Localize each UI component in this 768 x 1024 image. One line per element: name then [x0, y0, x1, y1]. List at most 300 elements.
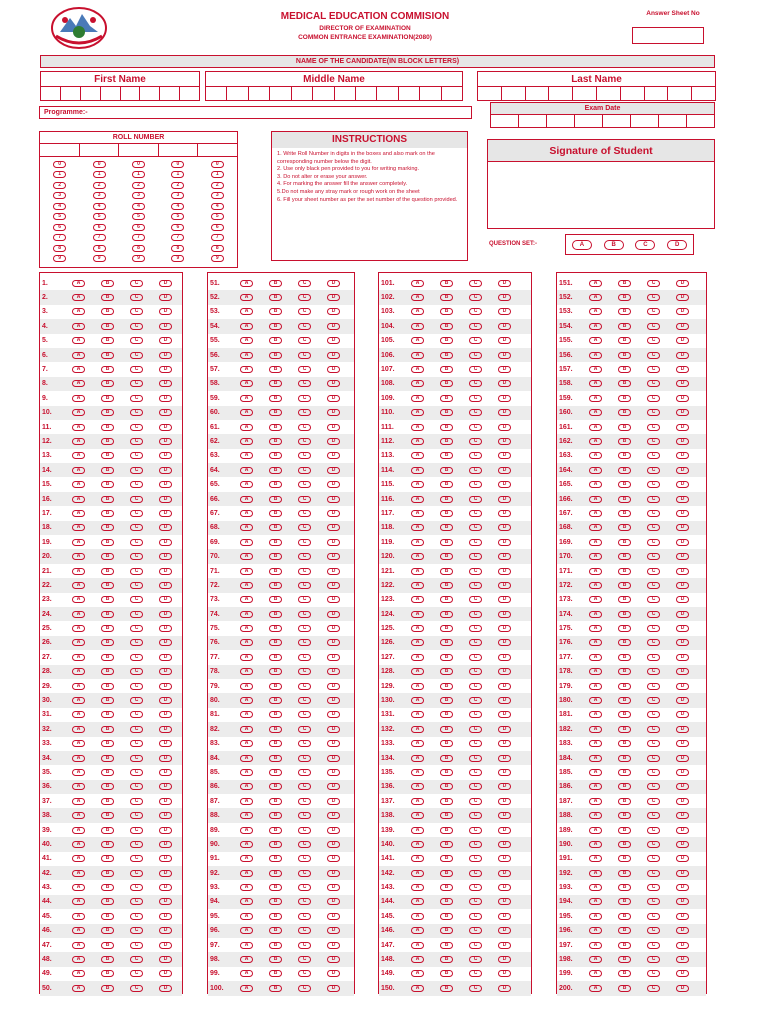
answer-bubble-b[interactable]: B: [101, 625, 114, 632]
answer-bubble-d[interactable]: D: [159, 395, 172, 402]
answer-bubble-d[interactable]: D: [498, 366, 511, 373]
answer-bubble-d[interactable]: D: [327, 697, 340, 704]
answer-bubble-b[interactable]: B: [440, 625, 453, 632]
answer-bubble-d[interactable]: D: [159, 697, 172, 704]
answer-bubble-c[interactable]: C: [298, 711, 311, 718]
answer-bubble-c[interactable]: C: [298, 798, 311, 805]
answer-bubble-a[interactable]: A: [72, 884, 85, 891]
answer-bubble-c[interactable]: C: [130, 726, 143, 733]
answer-bubble-d[interactable]: D: [327, 683, 340, 690]
answer-bubble-c[interactable]: C: [647, 985, 660, 992]
roll-digit-bubble[interactable]: 2: [53, 182, 66, 189]
answer-bubble-b[interactable]: B: [618, 956, 631, 963]
answer-bubble-c[interactable]: C: [130, 740, 143, 747]
answer-bubble-c[interactable]: C: [647, 352, 660, 359]
answer-bubble-a[interactable]: A: [72, 668, 85, 675]
answer-bubble-d[interactable]: D: [327, 639, 340, 646]
answer-bubble-b[interactable]: B: [101, 783, 114, 790]
answer-bubble-b[interactable]: B: [101, 683, 114, 690]
answer-bubble-a[interactable]: A: [72, 568, 85, 575]
answer-bubble-c[interactable]: C: [647, 553, 660, 560]
answer-bubble-b[interactable]: B: [440, 568, 453, 575]
answer-bubble-c[interactable]: C: [469, 812, 482, 819]
answer-bubble-c[interactable]: C: [647, 280, 660, 287]
roll-digit-bubble[interactable]: 9: [211, 255, 224, 262]
answer-bubble-d[interactable]: D: [498, 424, 511, 431]
answer-bubble-c[interactable]: C: [469, 424, 482, 431]
answer-bubble-b[interactable]: B: [440, 841, 453, 848]
answer-bubble-c[interactable]: C: [130, 366, 143, 373]
answer-bubble-c[interactable]: C: [647, 496, 660, 503]
answer-bubble-c[interactable]: C: [647, 884, 660, 891]
answer-bubble-b[interactable]: B: [269, 942, 282, 949]
answer-bubble-d[interactable]: D: [327, 294, 340, 301]
answer-bubble-d[interactable]: D: [676, 395, 689, 402]
answer-bubble-d[interactable]: D: [159, 323, 172, 330]
answer-bubble-b[interactable]: B: [269, 927, 282, 934]
answer-bubble-a[interactable]: A: [411, 496, 424, 503]
answer-bubble-b[interactable]: B: [440, 481, 453, 488]
answer-bubble-b[interactable]: B: [101, 740, 114, 747]
answer-bubble-d[interactable]: D: [159, 553, 172, 560]
answer-bubble-a[interactable]: A: [589, 956, 602, 963]
answer-bubble-c[interactable]: C: [469, 539, 482, 546]
answer-bubble-c[interactable]: C: [298, 395, 311, 402]
answer-bubble-c[interactable]: C: [469, 308, 482, 315]
answer-bubble-d[interactable]: D: [498, 625, 511, 632]
answer-bubble-b[interactable]: B: [101, 668, 114, 675]
answer-bubble-a[interactable]: A: [411, 568, 424, 575]
answer-bubble-b[interactable]: B: [269, 841, 282, 848]
answer-bubble-b[interactable]: B: [618, 539, 631, 546]
answer-bubble-b[interactable]: B: [269, 970, 282, 977]
answer-bubble-a[interactable]: A: [589, 553, 602, 560]
answer-bubble-a[interactable]: A: [411, 524, 424, 531]
answer-bubble-a[interactable]: A: [240, 596, 253, 603]
answer-bubble-b[interactable]: B: [440, 611, 453, 618]
answer-bubble-c[interactable]: C: [298, 740, 311, 747]
answer-bubble-b[interactable]: B: [440, 424, 453, 431]
answer-bubble-a[interactable]: A: [72, 726, 85, 733]
answer-bubble-c[interactable]: C: [469, 970, 482, 977]
answer-bubble-b[interactable]: B: [618, 380, 631, 387]
answer-bubble-b[interactable]: B: [269, 668, 282, 675]
answer-bubble-d[interactable]: D: [676, 481, 689, 488]
first-name-cells[interactable]: [41, 87, 199, 100]
answer-bubble-d[interactable]: D: [498, 481, 511, 488]
answer-bubble-a[interactable]: A: [72, 409, 85, 416]
answer-bubble-b[interactable]: B: [440, 380, 453, 387]
answer-bubble-d[interactable]: D: [327, 956, 340, 963]
question-set-bubble-a[interactable]: A: [572, 240, 592, 250]
roll-digit-bubble[interactable]: 0: [211, 161, 224, 168]
answer-bubble-c[interactable]: C: [298, 970, 311, 977]
answer-bubble-d[interactable]: D: [498, 927, 511, 934]
answer-bubble-a[interactable]: A: [240, 639, 253, 646]
answer-bubble-b[interactable]: B: [101, 438, 114, 445]
answer-bubble-b[interactable]: B: [101, 884, 114, 891]
answer-bubble-d[interactable]: D: [327, 496, 340, 503]
answer-bubble-a[interactable]: A: [240, 510, 253, 517]
answer-bubble-b[interactable]: B: [618, 524, 631, 531]
answer-bubble-a[interactable]: A: [589, 424, 602, 431]
answer-bubble-c[interactable]: C: [469, 294, 482, 301]
answer-bubble-a[interactable]: A: [240, 352, 253, 359]
answer-bubble-a[interactable]: A: [411, 380, 424, 387]
roll-digit-bubble[interactable]: 0: [171, 161, 184, 168]
answer-bubble-d[interactable]: D: [159, 783, 172, 790]
answer-bubble-c[interactable]: C: [130, 711, 143, 718]
answer-bubble-c[interactable]: C: [469, 452, 482, 459]
answer-bubble-d[interactable]: D: [159, 683, 172, 690]
answer-bubble-c[interactable]: C: [130, 323, 143, 330]
answer-bubble-d[interactable]: D: [676, 424, 689, 431]
answer-bubble-c[interactable]: C: [647, 568, 660, 575]
answer-bubble-a[interactable]: A: [589, 294, 602, 301]
roll-digit-bubble[interactable]: 1: [171, 171, 184, 178]
answer-bubble-a[interactable]: A: [411, 898, 424, 905]
answer-bubble-a[interactable]: A: [589, 323, 602, 330]
answer-bubble-d[interactable]: D: [676, 452, 689, 459]
answer-bubble-a[interactable]: A: [240, 366, 253, 373]
answer-bubble-c[interactable]: C: [298, 755, 311, 762]
answer-bubble-c[interactable]: C: [298, 898, 311, 905]
answer-bubble-b[interactable]: B: [269, 898, 282, 905]
answer-bubble-a[interactable]: A: [589, 654, 602, 661]
answer-bubble-b[interactable]: B: [269, 884, 282, 891]
answer-bubble-a[interactable]: A: [72, 337, 85, 344]
answer-bubble-d[interactable]: D: [498, 395, 511, 402]
answer-bubble-b[interactable]: B: [101, 294, 114, 301]
answer-bubble-b[interactable]: B: [269, 913, 282, 920]
answer-bubble-d[interactable]: D: [327, 870, 340, 877]
answer-bubble-a[interactable]: A: [240, 438, 253, 445]
answer-bubble-c[interactable]: C: [469, 639, 482, 646]
answer-bubble-b[interactable]: B: [618, 611, 631, 618]
answer-bubble-d[interactable]: D: [498, 697, 511, 704]
answer-bubble-a[interactable]: A: [411, 942, 424, 949]
answer-bubble-a[interactable]: A: [240, 985, 253, 992]
answer-bubble-c[interactable]: C: [130, 755, 143, 762]
answer-bubble-a[interactable]: A: [411, 683, 424, 690]
answer-bubble-c[interactable]: C: [298, 827, 311, 834]
answer-bubble-b[interactable]: B: [440, 812, 453, 819]
answer-bubble-d[interactable]: D: [498, 668, 511, 675]
answer-bubble-d[interactable]: D: [327, 481, 340, 488]
answer-bubble-c[interactable]: C: [298, 582, 311, 589]
answer-bubble-b[interactable]: B: [618, 424, 631, 431]
answer-bubble-d[interactable]: D: [159, 870, 172, 877]
answer-bubble-d[interactable]: D: [327, 769, 340, 776]
answer-bubble-c[interactable]: C: [298, 438, 311, 445]
answer-bubble-d[interactable]: D: [159, 452, 172, 459]
answer-bubble-d[interactable]: D: [498, 726, 511, 733]
roll-digit-bubble[interactable]: 5: [53, 213, 66, 220]
answer-bubble-c[interactable]: C: [298, 870, 311, 877]
answer-bubble-a[interactable]: A: [72, 898, 85, 905]
roll-digit-bubble[interactable]: 6: [93, 224, 106, 231]
answer-bubble-d[interactable]: D: [676, 841, 689, 848]
answer-bubble-b[interactable]: B: [618, 496, 631, 503]
answer-bubble-c[interactable]: C: [469, 985, 482, 992]
answer-bubble-a[interactable]: A: [589, 870, 602, 877]
answer-bubble-b[interactable]: B: [440, 654, 453, 661]
answer-bubble-c[interactable]: C: [647, 654, 660, 661]
answer-bubble-c[interactable]: C: [469, 280, 482, 287]
answer-bubble-a[interactable]: A: [72, 496, 85, 503]
answer-bubble-d[interactable]: D: [498, 409, 511, 416]
answer-bubble-c[interactable]: C: [298, 337, 311, 344]
roll-digit-bubble[interactable]: 5: [171, 213, 184, 220]
answer-bubble-b[interactable]: B: [618, 697, 631, 704]
answer-bubble-a[interactable]: A: [411, 769, 424, 776]
answer-bubble-c[interactable]: C: [130, 927, 143, 934]
answer-bubble-b[interactable]: B: [269, 524, 282, 531]
answer-bubble-a[interactable]: A: [72, 812, 85, 819]
answer-bubble-d[interactable]: D: [327, 942, 340, 949]
roll-digit-bubble[interactable]: 1: [93, 171, 106, 178]
answer-bubble-b[interactable]: B: [101, 870, 114, 877]
answer-bubble-b[interactable]: B: [440, 524, 453, 531]
answer-bubble-c[interactable]: C: [298, 812, 311, 819]
answer-bubble-d[interactable]: D: [327, 654, 340, 661]
answer-bubble-d[interactable]: D: [498, 740, 511, 747]
answer-bubble-c[interactable]: C: [469, 726, 482, 733]
answer-bubble-d[interactable]: D: [159, 510, 172, 517]
answer-bubble-d[interactable]: D: [159, 827, 172, 834]
answer-bubble-b[interactable]: B: [440, 337, 453, 344]
answer-bubble-d[interactable]: D: [159, 294, 172, 301]
answer-bubble-c[interactable]: C: [298, 308, 311, 315]
answer-bubble-c[interactable]: C: [469, 323, 482, 330]
answer-bubble-a[interactable]: A: [411, 539, 424, 546]
answer-bubble-b[interactable]: B: [618, 927, 631, 934]
answer-bubble-a[interactable]: A: [72, 913, 85, 920]
answer-bubble-a[interactable]: A: [411, 697, 424, 704]
answer-bubble-b[interactable]: B: [440, 438, 453, 445]
answer-bubble-a[interactable]: A: [240, 524, 253, 531]
answer-bubble-d[interactable]: D: [676, 769, 689, 776]
answer-bubble-d[interactable]: D: [159, 884, 172, 891]
answer-bubble-a[interactable]: A: [589, 308, 602, 315]
answer-bubble-c[interactable]: C: [130, 697, 143, 704]
answer-bubble-b[interactable]: B: [618, 510, 631, 517]
roll-digit-bubble[interactable]: 2: [211, 182, 224, 189]
answer-bubble-b[interactable]: B: [618, 409, 631, 416]
roll-digit-bubble[interactable]: 5: [93, 213, 106, 220]
answer-bubble-d[interactable]: D: [159, 841, 172, 848]
answer-bubble-a[interactable]: A: [411, 395, 424, 402]
answer-bubble-c[interactable]: C: [647, 611, 660, 618]
answer-bubble-d[interactable]: D: [498, 913, 511, 920]
answer-bubble-a[interactable]: A: [589, 481, 602, 488]
answer-bubble-b[interactable]: B: [269, 452, 282, 459]
answer-bubble-d[interactable]: D: [676, 956, 689, 963]
answer-bubble-d[interactable]: D: [327, 927, 340, 934]
answer-bubble-c[interactable]: C: [298, 668, 311, 675]
answer-bubble-d[interactable]: D: [327, 510, 340, 517]
answer-bubble-c[interactable]: C: [298, 639, 311, 646]
answer-bubble-c[interactable]: C: [130, 625, 143, 632]
answer-bubble-b[interactable]: B: [269, 855, 282, 862]
answer-bubble-b[interactable]: B: [440, 366, 453, 373]
answer-bubble-b[interactable]: B: [618, 970, 631, 977]
answer-bubble-a[interactable]: A: [72, 366, 85, 373]
answer-bubble-a[interactable]: A: [240, 769, 253, 776]
answer-bubble-a[interactable]: A: [411, 913, 424, 920]
answer-bubble-c[interactable]: C: [130, 654, 143, 661]
answer-bubble-a[interactable]: A: [589, 942, 602, 949]
exam-date-box[interactable]: [490, 102, 715, 128]
answer-bubble-c[interactable]: C: [469, 855, 482, 862]
answer-bubble-b[interactable]: B: [618, 668, 631, 675]
answer-bubble-a[interactable]: A: [240, 697, 253, 704]
answer-bubble-a[interactable]: A: [411, 812, 424, 819]
answer-bubble-b[interactable]: B: [618, 294, 631, 301]
answer-bubble-d[interactable]: D: [327, 424, 340, 431]
answer-bubble-c[interactable]: C: [130, 769, 143, 776]
roll-digit-bubble[interactable]: 2: [93, 182, 106, 189]
answer-bubble-c[interactable]: C: [469, 337, 482, 344]
answer-bubble-b[interactable]: B: [101, 553, 114, 560]
answer-bubble-c[interactable]: C: [298, 409, 311, 416]
answer-bubble-d[interactable]: D: [327, 596, 340, 603]
answer-bubble-a[interactable]: A: [72, 524, 85, 531]
answer-bubble-b[interactable]: B: [269, 467, 282, 474]
roll-digit-bubble[interactable]: 8: [53, 245, 66, 252]
answer-bubble-b[interactable]: B: [101, 308, 114, 315]
answer-bubble-a[interactable]: A: [240, 337, 253, 344]
answer-bubble-b[interactable]: B: [101, 798, 114, 805]
answer-bubble-c[interactable]: C: [647, 625, 660, 632]
answer-bubble-c[interactable]: C: [130, 985, 143, 992]
answer-bubble-c[interactable]: C: [130, 596, 143, 603]
answer-bubble-a[interactable]: A: [589, 337, 602, 344]
answer-bubble-d[interactable]: D: [327, 582, 340, 589]
answer-bubble-b[interactable]: B: [618, 568, 631, 575]
answer-bubble-a[interactable]: A: [240, 424, 253, 431]
answer-bubble-b[interactable]: B: [618, 352, 631, 359]
answer-bubble-a[interactable]: A: [411, 424, 424, 431]
answer-bubble-a[interactable]: A: [72, 395, 85, 402]
question-set-bubble-c[interactable]: C: [635, 240, 655, 250]
answer-bubble-d[interactable]: D: [159, 524, 172, 531]
answer-bubble-b[interactable]: B: [269, 280, 282, 287]
answer-bubble-a[interactable]: A: [589, 927, 602, 934]
roll-digit-bubble[interactable]: 1: [132, 171, 145, 178]
answer-bubble-b[interactable]: B: [101, 424, 114, 431]
answer-bubble-b[interactable]: B: [618, 855, 631, 862]
answer-bubble-a[interactable]: A: [589, 409, 602, 416]
exam-date-cells[interactable]: [491, 115, 714, 127]
answer-bubble-d[interactable]: D: [676, 711, 689, 718]
answer-bubble-a[interactable]: A: [240, 870, 253, 877]
answer-bubble-c[interactable]: C: [647, 539, 660, 546]
answer-bubble-c[interactable]: C: [469, 683, 482, 690]
roll-digit-bubble[interactable]: 9: [53, 255, 66, 262]
answer-bubble-a[interactable]: A: [589, 280, 602, 287]
answer-bubble-d[interactable]: D: [327, 452, 340, 459]
answer-bubble-d[interactable]: D: [676, 970, 689, 977]
answer-bubble-d[interactable]: D: [159, 970, 172, 977]
answer-bubble-b[interactable]: B: [101, 582, 114, 589]
answer-bubble-a[interactable]: A: [589, 668, 602, 675]
answer-bubble-c[interactable]: C: [298, 956, 311, 963]
answer-bubble-d[interactable]: D: [498, 611, 511, 618]
answer-bubble-c[interactable]: C: [469, 841, 482, 848]
answer-bubble-d[interactable]: D: [676, 496, 689, 503]
answer-bubble-a[interactable]: A: [72, 711, 85, 718]
answer-bubble-d[interactable]: D: [327, 812, 340, 819]
answer-bubble-c[interactable]: C: [298, 352, 311, 359]
answer-bubble-b[interactable]: B: [101, 409, 114, 416]
answer-bubble-d[interactable]: D: [327, 438, 340, 445]
answer-bubble-b[interactable]: B: [618, 985, 631, 992]
answer-bubble-a[interactable]: A: [411, 308, 424, 315]
answer-bubble-b[interactable]: B: [101, 524, 114, 531]
answer-bubble-c[interactable]: C: [298, 942, 311, 949]
answer-bubble-a[interactable]: A: [411, 280, 424, 287]
question-set-bubble-b[interactable]: B: [604, 240, 624, 250]
answer-bubble-a[interactable]: A: [589, 366, 602, 373]
answer-bubble-a[interactable]: A: [411, 827, 424, 834]
answer-bubble-b[interactable]: B: [440, 740, 453, 747]
answer-bubble-c[interactable]: C: [469, 884, 482, 891]
answer-bubble-c[interactable]: C: [298, 596, 311, 603]
answer-bubble-d[interactable]: D: [498, 942, 511, 949]
answer-bubble-c[interactable]: C: [298, 481, 311, 488]
answer-bubble-b[interactable]: B: [101, 827, 114, 834]
answer-bubble-d[interactable]: D: [159, 654, 172, 661]
answer-bubble-d[interactable]: D: [327, 380, 340, 387]
answer-bubble-b[interactable]: B: [269, 553, 282, 560]
roll-digit-bubble[interactable]: 4: [93, 203, 106, 210]
roll-digit-bubble[interactable]: 0: [93, 161, 106, 168]
answer-bubble-d[interactable]: D: [498, 596, 511, 603]
answer-bubble-d[interactable]: D: [498, 280, 511, 287]
answer-bubble-c[interactable]: C: [130, 611, 143, 618]
roll-digit-bubble[interactable]: 4: [211, 203, 224, 210]
answer-bubble-d[interactable]: D: [159, 481, 172, 488]
roll-digit-bubble[interactable]: 7: [132, 234, 145, 241]
answer-bubble-d[interactable]: D: [327, 827, 340, 834]
answer-bubble-c[interactable]: C: [298, 654, 311, 661]
answer-bubble-d[interactable]: D: [676, 639, 689, 646]
answer-bubble-b[interactable]: B: [440, 539, 453, 546]
answer-bubble-b[interactable]: B: [101, 323, 114, 330]
answer-bubble-d[interactable]: D: [676, 898, 689, 905]
answer-bubble-b[interactable]: B: [101, 337, 114, 344]
answer-bubble-b[interactable]: B: [269, 539, 282, 546]
answer-bubble-c[interactable]: C: [647, 481, 660, 488]
answer-bubble-d[interactable]: D: [498, 452, 511, 459]
answer-bubble-d[interactable]: D: [676, 755, 689, 762]
answer-bubble-a[interactable]: A: [72, 294, 85, 301]
answer-bubble-a[interactable]: A: [240, 323, 253, 330]
answer-bubble-b[interactable]: B: [269, 380, 282, 387]
answer-bubble-b[interactable]: B: [269, 755, 282, 762]
answer-bubble-b[interactable]: B: [440, 827, 453, 834]
answer-bubble-c[interactable]: C: [130, 380, 143, 387]
answer-bubble-a[interactable]: A: [411, 582, 424, 589]
answer-bubble-c[interactable]: C: [298, 524, 311, 531]
answer-bubble-c[interactable]: C: [298, 294, 311, 301]
answer-bubble-a[interactable]: A: [72, 855, 85, 862]
answer-bubble-d[interactable]: D: [498, 884, 511, 891]
answer-bubble-d[interactable]: D: [498, 438, 511, 445]
answer-bubble-a[interactable]: A: [72, 769, 85, 776]
roll-digit-bubble[interactable]: 7: [53, 234, 66, 241]
